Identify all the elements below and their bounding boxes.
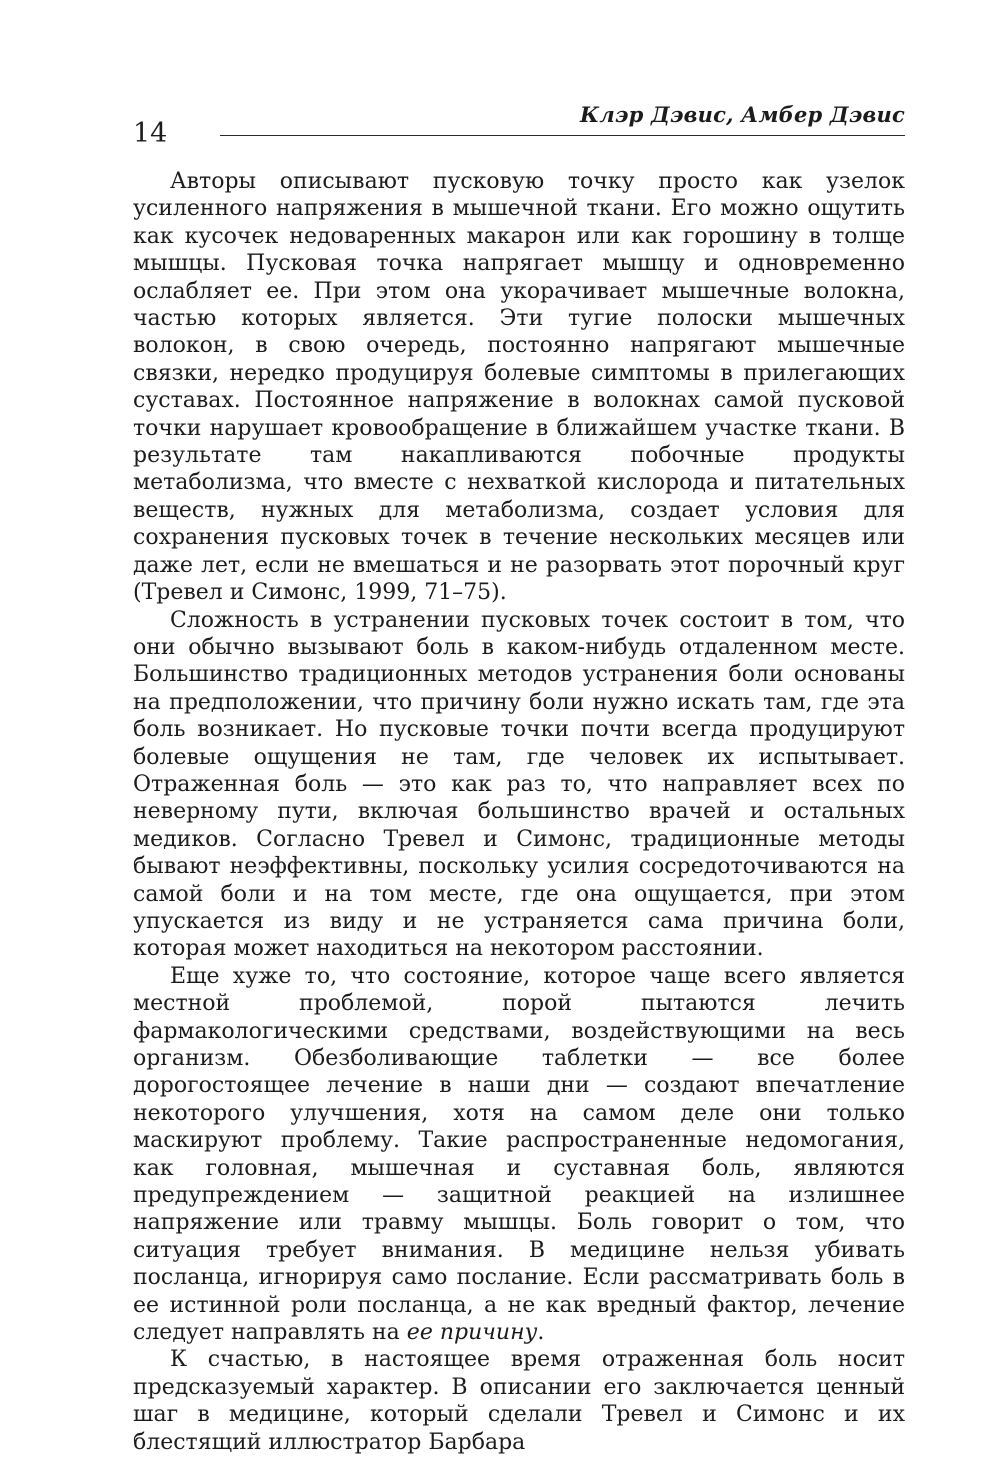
paragraph-3-text: Еще хуже то, что состояние, которое чаще всего является местной проблемой, порой пытаются лечить фармакологическими средствами, воздействующими на весь организм. Обезболивающие таблетки — все более дорогостоящее лечение в наши дни — создают впечатление некоторого улучшения, хотя на самом деле они только маскируют проблему. Такие распространенные недомогания, как головная, мышечная и суставная боль, являются предупреждением — защитной реакцией на излишнее напряжение или травму мышцы. Боль говорит о том, что ситуация требует внимания. В медицине нельзя убивать посланца, игнорируя само послание. Если рассматривать боль в ее истинной роли посланца, а не как вредный фактор, лечение следует направлять на — [133, 963, 905, 1346]
running-head: Клэр Дэвис, Амбер Дэвис — [580, 102, 905, 127]
paragraph-2: Сложность в устранении пусковых точек состоит в том, что они обычно вызывают боль в каком-нибудь отдаленном месте. Большинство традиционных методов устранения боли основаны на предположении, что причину боли нужно искать там, где эта боль возникает. Но пусковые точки почти всегда продуцируют болевые ощущения не там, где человек их испытывает. Отраженная боль — это как раз то, что направляет всех по неверному пути, включая большинство врачей и остальных медиков. Согласно Тревел и Симонс, традиционные методы бывают неэффективны, поскольку усилия сосредоточиваются на самой боли и на том месте, где она ощущается, при этом упускается из виду и не устраняется сама причина боли, которая может находиться на некотором расстоянии. — [133, 607, 905, 962]
paragraph-3 — [133, 963, 905, 1347]
page-number: 14 — [133, 118, 168, 149]
body-text — [133, 168, 905, 1456]
paragraph-3-end: . — [537, 1320, 545, 1346]
paragraph-1: Авторы описывают пусковую точку просто как узелок усиленного напряжения в мышечной ткани. Его можно ощутить как кусочек недоваренных макарон или как горошину в толще мышцы. Пусковая точка напрягает мышцу и одновременно ослабляет ее. При этом она укорачивает мышечные волокна, частью которых является. Эти тугие полоски мышечных волокон, в свою очередь, постоянно напрягают мышечные связки, нередко продуцируя болевые симптомы в прилегающих суставах. Постоянное напряжение в волокнах самой пусковой точки нарушает кровообращение в ближайшем участке ткани. В результате там накапливаются побочные продукты метаболизма, что вместе с нехваткой кислорода и питательных веществ, нужных для метаболизма, создает условия для сохранения пусковых точек в течение нескольких месяцев или даже лет, если не вмешаться и не разорвать этот порочный круг (Тревел и Симонс, 1999, 71–75). — [133, 169, 905, 606]
paragraph-3-emphasis: ее причину — [406, 1320, 538, 1346]
paragraph-4: К счастью, в настоящее время отраженная боль носит предсказуемый характер. В описании его заключается ценный шаг в медицине, который сделали Тревел и Симонс и их блестящий иллюстратор Барбара — [133, 1347, 905, 1455]
header-rule — [220, 135, 905, 136]
